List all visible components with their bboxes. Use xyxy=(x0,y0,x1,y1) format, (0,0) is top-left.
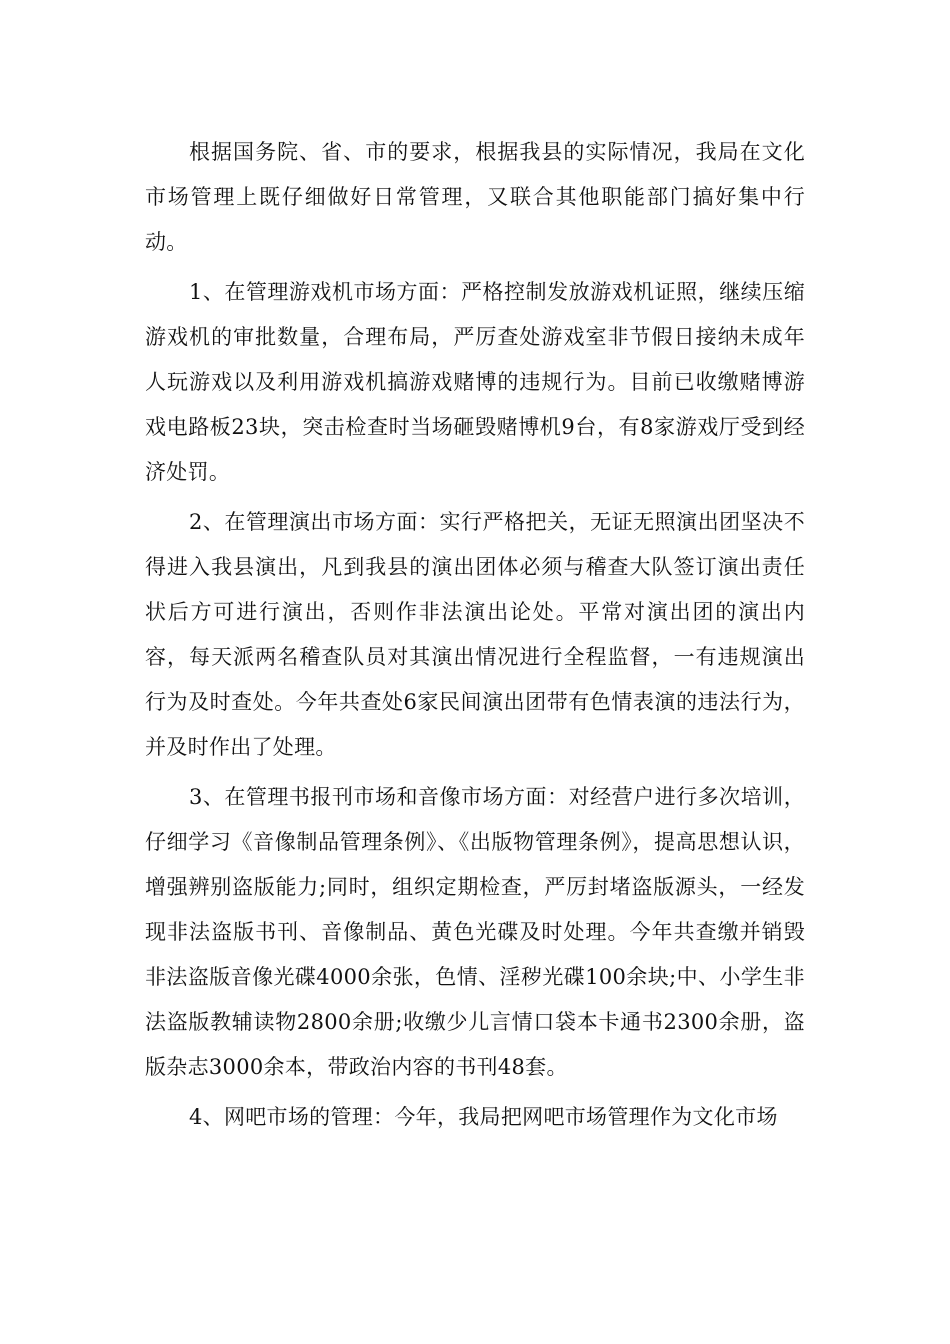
document-page xyxy=(145,130,805,1145)
paragraph-game-market: 1、在管理游戏机市场方面：严格控制发放游戏机证照，继续压缩游戏机的审批数量，合理布局，严厉查处游戏室非节假日接纳未成年人玩游戏以及利用游戏机搞游戏赌博的违规行为。目前已收缴赌博游戏电路板23块，突击检查时当场砸毁赌博机9台，有8家游戏厅受到经济处罚。 xyxy=(145,280,805,484)
paragraph-performance-market: 2、在管理演出市场方面：实行严格把关，无证无照演出团坚决不得进入我县演出，凡到我县的演出团体必须与稽查大队签订演出责任状后方可进行演出，否则作非法演出论处。平常对演出团的演出内容，每天派两名稽查队员对其演出情况进行全程监督，一有违规演出行为及时查处。今年共查处6家民间演出团带有色情表演的违法行为，并及时作出了处理。 xyxy=(145,510,805,759)
paragraph-intro: 根据国务院、省、市的要求，根据我县的实际情况，我局在文化市场管理上既仔细做好日常管理，又联合其他职能部门搞好集中行动。 xyxy=(145,140,805,254)
paragraph-internet-cafe: 4、网吧市场的管理：今年，我局把网吧市场管理作为文化市场 xyxy=(189,1105,778,1129)
paragraph-publication-market: 3、在管理书报刊市场和音像市场方面：对经营户进行多次培训，仔细学习《音像制品管理条例》、《出版物管理条例》，提高思想认识，增强辨别盗版能力;同时，组织定期检查，严厉封堵盗版源头，一经发现非法盗版书刊、音像制品、黄色光碟及时处理。今年共查缴并销毁非法盗版音像光碟4000余张，色情、淫秽光碟100余块;中、小学生非法盗版教辅读物2800余册;收缴少儿言情口袋本卡通书2300余册，盗版杂志3000余本，带政治内容的书刊48套。 xyxy=(145,785,805,1079)
